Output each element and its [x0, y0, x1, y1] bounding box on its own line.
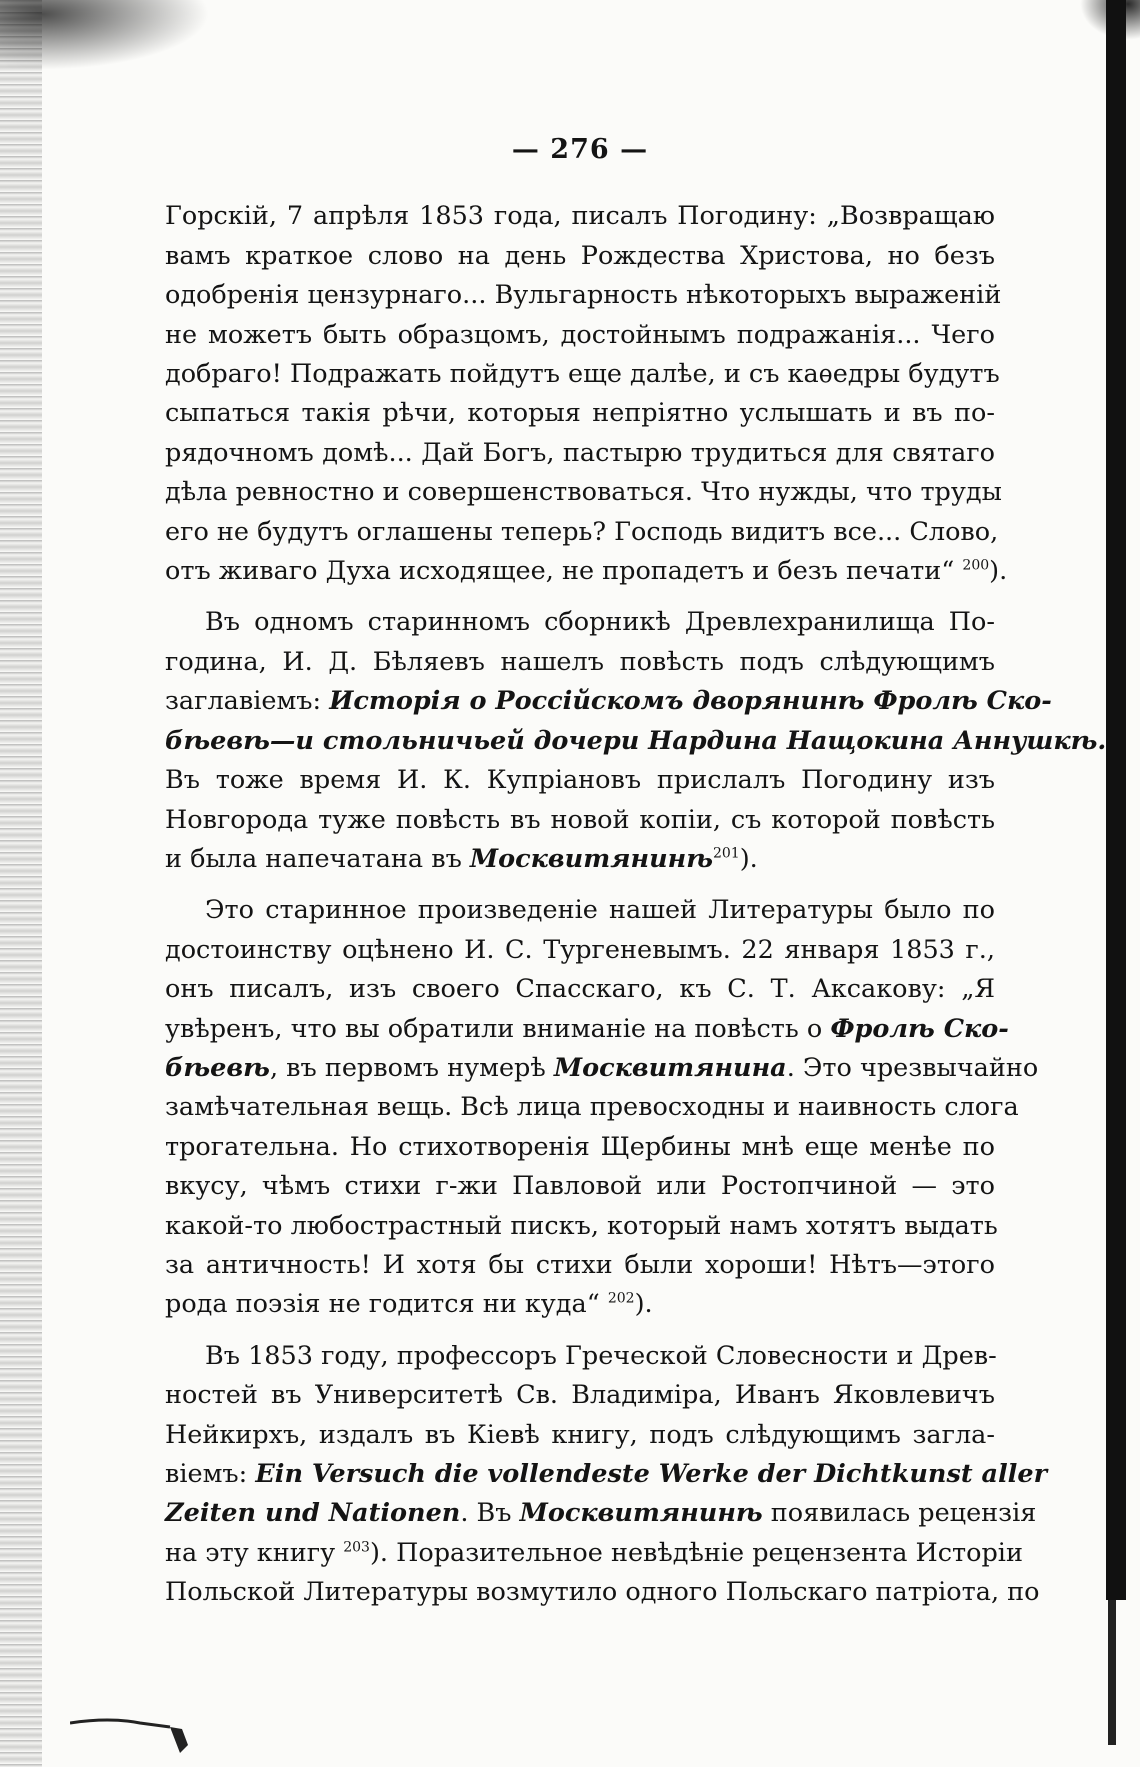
- text-line: [165, 1455, 1048, 1494]
- text-run: отъ живаго Духа исходящее, не пропадетъ и безъ печати“: [165, 556, 963, 587]
- italic-title: Фролѣ Ско-: [830, 1013, 1009, 1044]
- text-line: Нейкирхъ, издалъ въ Кіевѣ книгу, подъ слѣдующимъ загла-: [165, 1419, 995, 1450]
- text-run: увѣренъ, что вы обратили вниманіе на повѣсть о: [165, 1013, 831, 1044]
- scan-right-edge-bar-lower: [1108, 1600, 1116, 1745]
- text-run: появилась рецензія: [762, 1498, 1037, 1529]
- text-line: година, И. Д. Бѣляевъ нашелъ повѣсть подъ слѣдующимъ: [165, 646, 995, 677]
- text-line: [165, 1285, 995, 1324]
- text-line: бѣевѣ—и стольничьей дочери Нардина Нащокина Аннушкѣ.: [165, 725, 1107, 756]
- italic-title: Москвитянина: [553, 1052, 787, 1083]
- scan-corner-smudge: [0, 0, 210, 70]
- paragraph-2: [165, 603, 1107, 879]
- scan-left-edge-shadow: [0, 0, 42, 1767]
- text-line: вамъ краткое слово на день Рождества Христова, но безъ: [165, 240, 995, 271]
- text-line: дѣла ревностно и совершенствоваться. Что нужды, что труды: [165, 477, 1002, 508]
- text-run: и была напечатана въ: [165, 843, 470, 874]
- text-run: . Въ: [460, 1498, 520, 1529]
- text-line: [165, 1494, 1037, 1533]
- italic-title: Zeiten und Nationen: [165, 1498, 461, 1529]
- text-run: Въ 1853 году, профессоръ Греческой Словесности и Древ-: [205, 1340, 997, 1371]
- text-line: трогательна. Но стихотворенія Щербины мнѣ еще менѣе по: [165, 1131, 995, 1162]
- text-line: одобренія цензурнаго... Вульгарность нѣкоторыхъ выраженій: [165, 280, 1002, 311]
- text-run: заглавіемъ:: [165, 686, 330, 717]
- text-line: Новгорода туже повѣсть въ новой копіи, съ которой повѣсть: [165, 804, 995, 835]
- text-line: его не будутъ оглашены теперь? Господь видитъ все... Слово,: [165, 516, 999, 547]
- text-line: сыпаться такія рѣчи, которыя непріятно услышать и въ по-: [165, 398, 995, 429]
- paragraph-4: [165, 1337, 1048, 1613]
- footnote-ref: 202: [607, 1290, 635, 1307]
- text-run: . Это чрезвычайно: [786, 1052, 1039, 1083]
- footnote-ref: 200: [962, 557, 990, 574]
- text-run: Это старинное произведеніе нашей Литературы было по: [205, 895, 995, 926]
- text-line: [165, 603, 995, 642]
- page-text: [165, 130, 1107, 1625]
- scan-bottom-mark: [70, 1715, 200, 1755]
- scan-right-edge-bar: [1106, 0, 1126, 1600]
- text-line: [165, 1049, 1039, 1088]
- text-run: ).: [634, 1289, 653, 1320]
- text-line: за античность! И хотя бы стихи были хороши! Нѣтъ—этого: [165, 1249, 995, 1280]
- footnote-ref: 203: [343, 1539, 370, 1556]
- text-line: добраго! Подражать пойдутъ еще далѣе, и съ каѳедры будутъ: [165, 359, 1000, 390]
- text-run: віемъ:: [165, 1459, 256, 1489]
- paragraph-3: [165, 891, 1039, 1324]
- text-run: Въ одномъ старинномъ сборникѣ Древлехранилища По-: [205, 607, 995, 638]
- text-run: ).: [989, 556, 1008, 587]
- text-run: рода поэзія не годится ни куда“: [165, 1289, 608, 1320]
- text-run: ).: [739, 843, 758, 874]
- footnote-ref: 201: [712, 845, 740, 862]
- text-line: [165, 840, 995, 879]
- text-line: Горскій, 7 апрѣля 1853 года, писалъ Погодину: „Возвращаю: [165, 201, 995, 232]
- italic-title: Ein Versuch die vollendeste Werke der Dichtkunst aller: [255, 1459, 1048, 1489]
- text-line: [165, 1010, 1009, 1049]
- text-line: [165, 1337, 995, 1376]
- italic-title: Москвитянинѣ: [519, 1498, 763, 1529]
- text-line: вкусу, чѣмъ стихи г-жи Павловой или Ростопчиной — это: [165, 1171, 995, 1202]
- text-line: не можетъ быть образцомъ, достойнымъ подражанія... Чего: [165, 319, 995, 350]
- text-line: [165, 682, 1052, 721]
- italic-title: бѣевѣ: [165, 1052, 270, 1083]
- text-line: [165, 552, 1008, 591]
- text-line: достоинству оцѣнено И. С. Тургеневымъ. 22 января 1853 г.,: [165, 934, 995, 965]
- text-line: [165, 1534, 1023, 1573]
- text-run: ). Поразительное невѣдѣніе рецензента Исторіи: [369, 1537, 1023, 1568]
- text-line: Польской Литературы возмутило одного Польскаго патріота, по: [165, 1577, 1040, 1608]
- text-line: рядочномъ домѣ... Дай Богъ, пастырю трудиться для святаго: [165, 437, 995, 468]
- text-run: , въ первомъ нумерѣ: [269, 1052, 554, 1083]
- italic-title: Исторія о Россійскомъ дворянинѣ Фролѣ Ско-: [329, 686, 1052, 717]
- text-line: ностей въ Университетѣ Св. Владиміра, Иванъ Яковлевичъ: [165, 1380, 995, 1411]
- italic-title: Москвитянинѣ: [469, 843, 713, 874]
- text-line: замѣчательная вещь. Всѣ лица превосходны и наивность слога: [165, 1092, 1019, 1123]
- text-run: на эту книгу: [165, 1537, 344, 1568]
- text-line: Въ тоже время И. К. Купріановъ прислалъ Погодину изъ: [165, 765, 995, 796]
- text-line: [165, 891, 995, 930]
- paragraph-1: [165, 197, 1008, 591]
- text-line: какой-то любострастный пискъ, который намъ хотятъ выдать: [165, 1210, 998, 1241]
- text-line: онъ писалъ, изъ своего Спасскаго, къ С. Т. Аксакову: „Я: [165, 974, 995, 1005]
- page-number: — 276 —: [511, 134, 649, 165]
